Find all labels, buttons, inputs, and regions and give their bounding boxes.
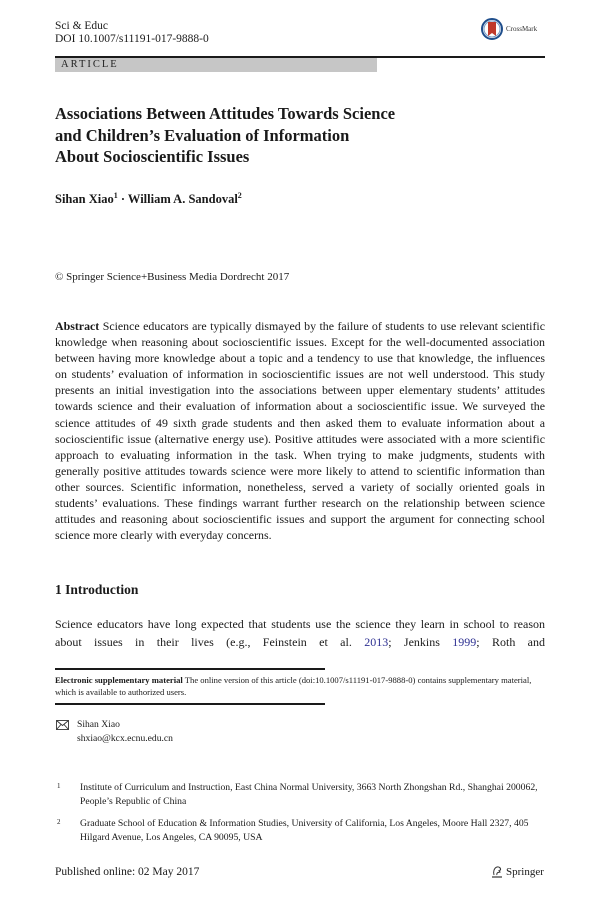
doi: DOI 10.1007/s11191-017-9888-0: [55, 33, 209, 45]
affiliation-text: Institute of Curriculum and Instruction, East China Normal University, 3663 North Zhongshan Rd., Shanghai 200062, People’s Republic of China: [80, 782, 538, 807]
affiliation-text: Graduate School of Education & Information Studies, University of California, Los Angeles, Moore Hall 2327, 405 Hilgard Avenue, Los Angeles, CA 90095, USA: [80, 818, 529, 843]
intro-text: ; Jenkins: [388, 635, 453, 649]
citation-link[interactable]: 2013: [364, 635, 389, 649]
title-line: Associations Between Attitudes Towards Science: [55, 104, 396, 123]
corresponding-author: [56, 718, 173, 746]
crossmark-badge[interactable]: [481, 18, 537, 40]
contact-email[interactable]: shxiao@kcx.ecnu.edu.cn: [77, 733, 173, 744]
copyright-notice: © Springer Science+Business Media Dordrecht 2017: [55, 271, 290, 283]
affiliation-number: 1: [57, 782, 61, 790]
article-type-bar: ARTICLE: [55, 58, 377, 72]
journal-header: [55, 20, 209, 46]
contact-name: Sihan Xiao: [77, 719, 120, 730]
esm-label: Electronic supplementary material: [55, 675, 183, 685]
author-list: [55, 191, 242, 207]
abstract-label: Abstract: [55, 319, 100, 333]
envelope-icon: [56, 720, 69, 730]
esm-rule-top: [55, 668, 325, 670]
published-date: Published online: 02 May 2017: [55, 866, 200, 878]
section-heading: 1 Introduction: [55, 582, 139, 597]
title-line: and Children’s Evaluation of Information: [55, 125, 350, 145]
author-separator: ·: [117, 192, 128, 206]
citation-link[interactable]: 1999: [452, 635, 477, 649]
abstract: [55, 318, 545, 543]
crossmark-label: CrossMark: [506, 25, 538, 33]
springer-logo: [491, 865, 544, 878]
springer-horse-icon: [491, 865, 503, 878]
intro-text: Science educators have long expected that students use the science they learn in school to reason about issues in their lives (e.g., Feinstein et al.: [55, 617, 545, 649]
springer-label: Springer: [506, 865, 544, 878]
supplementary-note: [55, 674, 535, 698]
affiliation: [57, 781, 545, 808]
journal-name: Sci & Educ: [55, 20, 109, 32]
affiliation-number: 2: [57, 818, 61, 826]
author-name[interactable]: Sihan Xiao: [55, 192, 114, 206]
affiliation: [57, 817, 545, 844]
esm-rule-bottom: [55, 703, 325, 705]
affil-marker: 2: [237, 191, 242, 200]
esm-text: The online version of this article (doi:10.1007/s11191-017-9888-0) contains supplementary material, which is available to authorized users.: [55, 675, 532, 697]
abstract-text: Science educators are typically dismayed by the failure of students to use relevant scientific knowledge when reasoning about socioscientific issues. Except for the well-documented association between having more knowledge about a topic and a tendency to use that knowledge, the influences on students’ evaluation of information in socioscientific issues are not well understood. This study presents an initial investigation into the associations between upper elementary students’ attitudes towards science and their evaluation of information about a socioscientific issue. We surveyed the science attitudes of 49 sixth grade students and then asked them to evaluate information about a socioscientific issue (alternative energy use). Positive attitudes were associated with a more scientific approach to evaluating information in the task. When trying to make judgments, students with generally positive attitudes towards science were more likely to attend to scientific information than other sources. Scientific information, nonetheless, served a variety of socially oriented goals in students’ evaluations. These findings warrant further research on the relationship between science attitudes and reasoning about socioscientific issues and support the argument for connecting school science more clearly with everyday concerns.: [55, 319, 545, 543]
title-line: About Socioscientific Issues: [55, 147, 250, 166]
affil-marker: 1: [113, 191, 118, 200]
author-name[interactable]: William A. Sandoval: [127, 192, 238, 206]
crossmark-icon: [481, 18, 503, 40]
intro-paragraph: [55, 615, 545, 651]
intro-text: ; Roth and: [476, 635, 546, 649]
paper-title: [55, 103, 475, 168]
